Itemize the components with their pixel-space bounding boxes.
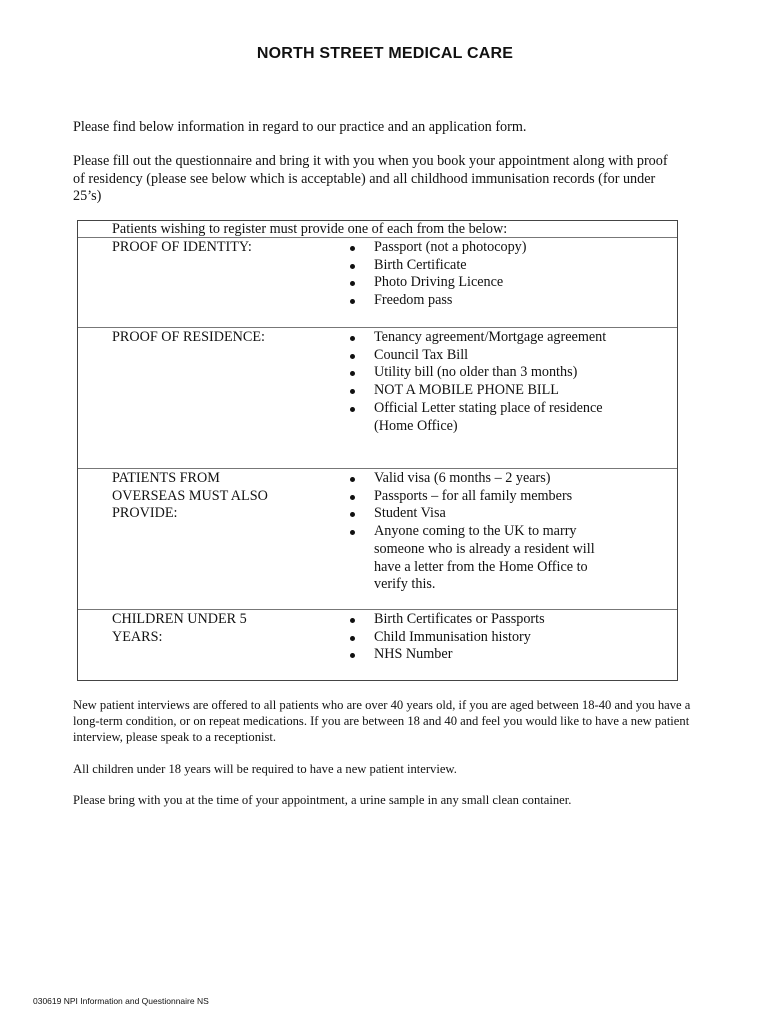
bullet-icon xyxy=(350,636,355,641)
bullet-icon xyxy=(350,389,355,394)
bullet-icon xyxy=(350,354,355,359)
list-item: Student Visa xyxy=(348,505,618,523)
fill-out-paragraph: Please fill out the questionnaire and bring it with you when you book your appointment along with proof of residency (please see below which is acceptable) and all childhood immunisation records (for under 25’s) xyxy=(73,153,668,204)
list-item: Birth Certificate xyxy=(348,257,618,275)
children-paragraph: All children under 18 years will be required to have a new patient interview. xyxy=(73,762,457,776)
bullet-icon xyxy=(350,246,355,251)
list-item: Valid visa (6 months – 2 years) xyxy=(348,470,618,488)
row-label: CHILDREN UNDER 5 YEARS: xyxy=(112,611,247,645)
row-items xyxy=(348,470,618,594)
row-label: PATIENTS FROM OVERSEAS MUST ALSO PROVIDE: xyxy=(112,470,268,522)
list-item: Child Immunisation history xyxy=(348,629,618,647)
list-item: Utility bill (no older than 3 months) xyxy=(348,364,618,382)
bullet-icon xyxy=(350,530,355,535)
table-heading: Patients wishing to register must provide one of each from the below: xyxy=(112,221,508,237)
row-items xyxy=(348,239,618,310)
bullet-icon xyxy=(350,281,355,286)
list-item: NOT A MOBILE PHONE BILL xyxy=(348,382,618,400)
row-items xyxy=(348,611,618,664)
table-heading-divider xyxy=(78,237,677,238)
bullet-icon xyxy=(350,299,355,304)
list-item: Freedom pass xyxy=(348,292,618,310)
footer-text: 030619 NPI Information and Questionnaire NS xyxy=(33,996,209,1006)
bullet-icon xyxy=(350,371,355,376)
list-item: Birth Certificates or Passports xyxy=(348,611,618,629)
bullet-icon xyxy=(350,653,355,658)
bullet-icon xyxy=(350,336,355,341)
row-label: PROOF OF RESIDENCE: xyxy=(112,329,265,345)
list-item: Photo Driving Licence xyxy=(348,274,618,292)
list-item: Official Letter stating place of residence (Home Office) xyxy=(348,400,618,435)
list-item: Passport (not a photocopy) xyxy=(348,239,618,257)
list-item: NHS Number xyxy=(348,646,618,664)
bullet-icon xyxy=(350,618,355,623)
list-item: Passports – for all family members xyxy=(348,488,618,506)
row-divider xyxy=(78,327,677,328)
row-divider xyxy=(78,609,677,610)
document-title: NORTH STREET MEDICAL CARE xyxy=(256,45,514,62)
intro-paragraph: Please find below information in regard to our practice and an application form. xyxy=(73,119,527,135)
urine-sample-paragraph: Please bring with you at the time of your appointment, a urine sample in any small clean container. xyxy=(73,793,572,807)
list-item: Tenancy agreement/Mortgage agreement xyxy=(348,329,618,347)
row-label: PROOF OF IDENTITY: xyxy=(112,239,252,255)
list-item: Anyone coming to the UK to marry someone who is already a resident will have a letter from the Home Office to verify this. xyxy=(348,523,618,594)
row-items xyxy=(348,329,618,435)
bullet-icon xyxy=(350,407,355,412)
bullet-icon xyxy=(350,264,355,269)
bullet-icon xyxy=(350,495,355,500)
bullet-icon xyxy=(350,512,355,517)
list-item: Council Tax Bill xyxy=(348,347,618,365)
row-divider xyxy=(78,468,677,469)
requirements-table xyxy=(77,220,678,681)
new-patient-paragraph: New patient interviews are offered to all patients who are over 40 years old, if you are aged between 18-40 and you have a long-term condition, or on repeat medications. If you are between 18 and 40 and feel you would like to have a new patient interview, please speak to a receptionist. xyxy=(73,698,691,744)
bullet-icon xyxy=(350,477,355,482)
